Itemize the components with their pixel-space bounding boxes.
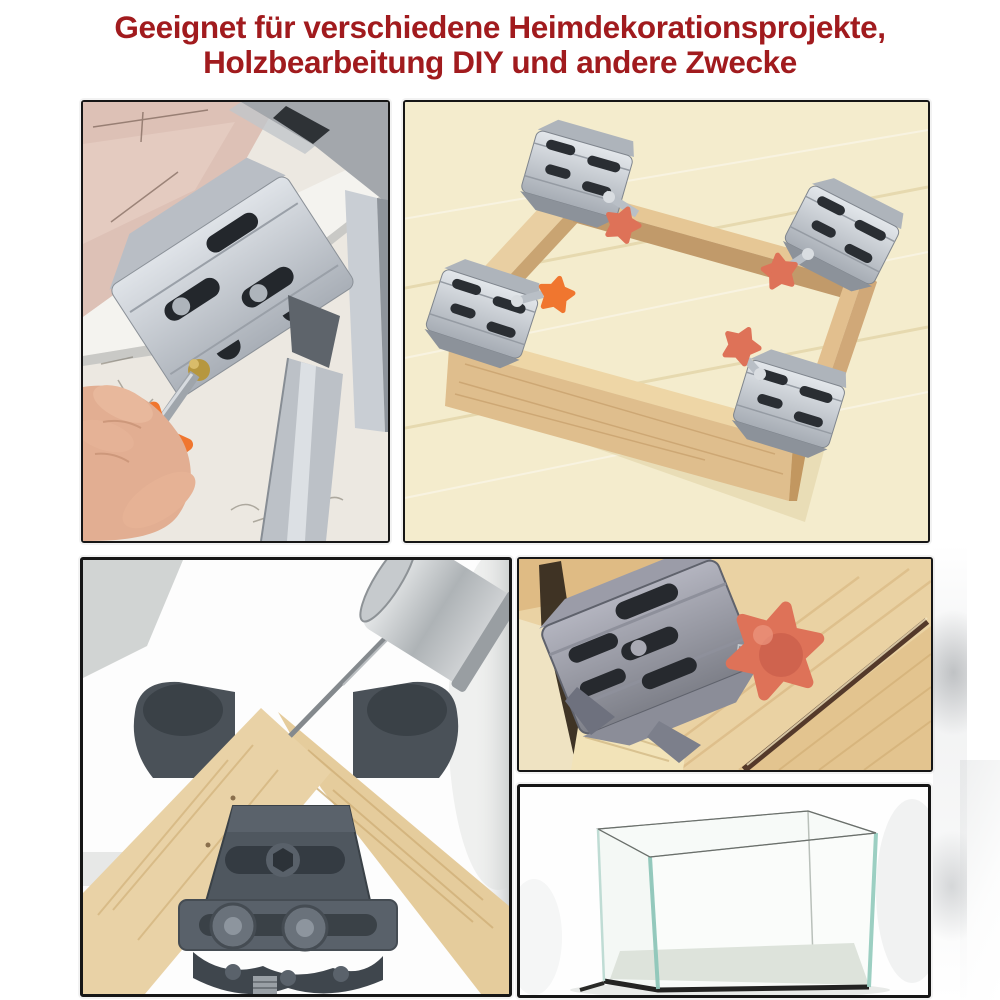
photo-clamp-on-metal-frame [81, 100, 390, 543]
wood-box-illustration [405, 102, 928, 541]
photo-four-clamps-wood-box [403, 100, 930, 543]
right-edge-shade [933, 545, 967, 1000]
photo-clamp-on-board-corner [517, 557, 933, 772]
hammer-nail-illustration [83, 560, 509, 994]
aquarium-illustration [520, 787, 928, 995]
heading-line-1: Geeignet für verschiedene Heimdekorationsprojekte, [114, 9, 886, 45]
aquarium-tank [580, 811, 876, 990]
heading-line-2: Holzbearbeitung DIY und andere Zwecke [203, 44, 797, 80]
bottom-right-shade [960, 760, 1000, 1000]
photo-hammer-nail-clamped-boards [80, 557, 512, 997]
clamp-metal-frame-illustration [83, 102, 388, 541]
board-corner-illustration [519, 559, 931, 770]
page-title [0, 10, 1000, 80]
photo-glass-aquarium [517, 784, 931, 998]
